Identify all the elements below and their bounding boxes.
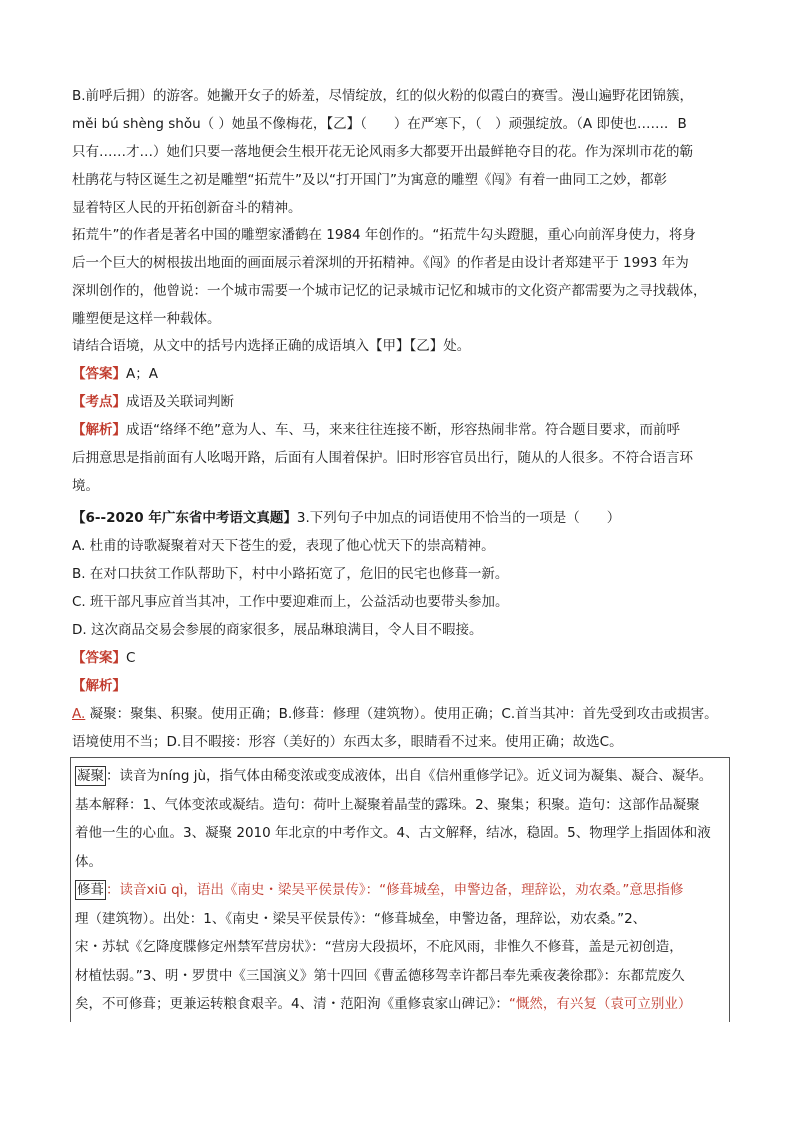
- passage-line: 显着特区人民的开拓创新奋斗的精神。: [72, 200, 302, 216]
- answer-line: [72, 360, 730, 388]
- analysis-tag: 【解析】: [72, 422, 126, 438]
- term-xiuqi: 修葺: [77, 882, 104, 898]
- term-text: ：读音xiū qì，语出《南史・梁吴平侯景传》：“修葺城垒，申警边备，理辞讼，劝农桑。”意思指修: [106, 882, 684, 898]
- passage-line: 杜鹃花与特区诞生之初是雕塑“拓荒牛”及以“打开国门”为寓意的雕塑《闯》有着一曲同工之妙，都彰: [72, 172, 667, 188]
- term-line: 宋・苏轼《乞降度牒修定州禁军营房状》：“营房大段损坏，不庇风雨，非惟久不修葺，盖是元初创造，: [75, 939, 683, 955]
- point-value: 成语及关联词判断: [126, 394, 234, 410]
- term-line: 着他一生的心血。3、凝聚 2010 年北京的中考作文。4、古文解释，结冰，稳固。5、物理学上指固体和液: [75, 825, 711, 841]
- term-line: [75, 990, 725, 1019]
- analysis-tag: 【解析】: [72, 678, 126, 694]
- passage-line: 深圳创作的，他曾说：一个城市需要一个城市记忆的记录城市记忆和城市的文化资产都需要为之寻找载体，: [72, 283, 707, 299]
- analysis-line: 境。: [72, 478, 99, 494]
- analysis-line: 语境使用不当；D.目不暇接：形容（美好的）东西太多，眼睛看不过来。使用正确；故选C。: [72, 734, 623, 750]
- analysis-line: [72, 416, 730, 444]
- option-b: B. 在对口扶贫工作队帮助下，村中小路拓宽了，危旧的民宅也修葺一新。: [72, 566, 509, 582]
- passage-line-pinyin: měi bú shèng shǒu（ ）她虽不像梅花，【乙】（ ）在严寒下，（ ）顽强绽放。（A 即使也……．B: [72, 116, 687, 132]
- answer-line: [72, 644, 730, 672]
- question-header: [72, 504, 730, 532]
- vocabulary-box: [70, 757, 730, 1022]
- analysis-option-a: A.: [72, 706, 86, 722]
- term-text: 矣，不可修葺；更兼运转粮食艰辛。4、清・范阳洵《重修袁家山碑记》：: [75, 996, 509, 1012]
- question-stem: 3.下列句子中加点的词语使用不恰当的一项是（ ）: [296, 510, 621, 526]
- option-d: D. 这次商品交易会参展的商家很多，展品琳琅满目，令人目不暇接。: [72, 622, 483, 638]
- term-line: [75, 876, 725, 905]
- term-line: [75, 762, 725, 791]
- answer-tag: 【答案】: [72, 366, 126, 382]
- passage-line: 后一个巨大的树根拔出地面的画面展示着深圳的开拓精神。《闯》的作者是由设计者郑建平于 1993 年为: [72, 255, 689, 271]
- term-line: 体。: [75, 853, 102, 870]
- term-line: 材植怯弱。”3、明・罗贯中《三国演义》第十四回《曹孟德移驾幸许都吕奉先乘夜袭徐郡》：东都荒废久: [75, 967, 685, 984]
- passage-line: 只有……才…）她们只要一落地便会生根开花无论风雨多大都要开出最鲜艳夺目的花。作为深圳市花的簕: [72, 144, 693, 160]
- analysis-line: [72, 672, 730, 700]
- passage-line: 雕塑便是这样一种载体。: [72, 311, 221, 327]
- term-line: 基本解释：1、气体变浓或凝结。造句：荷叶上凝聚着晶莹的露珠。2、聚集；积聚。造句：这部作品凝聚: [75, 796, 700, 813]
- document-body: [72, 82, 730, 756]
- passage-line: 拓荒牛”的作者是著名中国的雕塑家潘鹤在 1984 年创作的。“拓荒牛勾头蹬腿，重心向前浑身使力，将身: [72, 227, 696, 243]
- answer-value: A；A: [126, 366, 158, 382]
- analysis-line: [72, 700, 730, 728]
- question-source: 【6--2020 年广东省中考语文真题】: [72, 510, 297, 526]
- passage-line: B.前呼后拥）的游客。她撇开女子的娇羞，尽情绽放，红的似火粉的似霞白的赛雪。漫山遍野花团锦簇，: [72, 88, 694, 104]
- term-ningju: 凝聚: [77, 768, 104, 784]
- analysis-line: 后拥意思是指前面有人吆喝开路，后面有人围着保护。旧时形容官员出行，随从的人很多。不符合语言环: [72, 450, 693, 466]
- term-text-red: “慨然，有兴复（袁可立别业）: [508, 996, 692, 1012]
- answer-tag: 【答案】: [72, 650, 126, 666]
- option-c: C. 班干部凡事应首当其冲，工作中要迎难而上，公益活动也要带头参加。: [72, 594, 509, 610]
- analysis-text: 成语“络绎不绝”意为人、车、马，来来往往连接不断，形容热闹非常。符合题目要求，而前呼: [126, 422, 680, 438]
- term-text: ：读音为níng jù，指气体由稀变浓或变成液体，出自《信州重修学记》。近义词为凝集、凝合、凝华。: [106, 768, 713, 784]
- analysis-text: 凝聚：聚集、积聚。使用正确；B.修葺：修理（建筑物）。使用正确；C.首当其冲：首先受到攻击或损害。: [85, 706, 718, 722]
- point-tag: 【考点】: [72, 394, 126, 410]
- answer-value: C: [126, 650, 136, 666]
- term-line: 理（建筑物）。出处：1、《南史・梁吴平侯景传》：“修葺城垒，申警边备，理辞讼，劝农桑。”2、: [75, 910, 647, 927]
- point-line: [72, 388, 730, 416]
- question-text: 请结合语境，从文中的括号内选择正确的成语填入【甲】【乙】处。: [72, 338, 471, 354]
- option-a: A. 杜甫的诗歌凝聚着对天下苍生的爱，表现了他心忧天下的崇高精神。: [72, 538, 495, 554]
